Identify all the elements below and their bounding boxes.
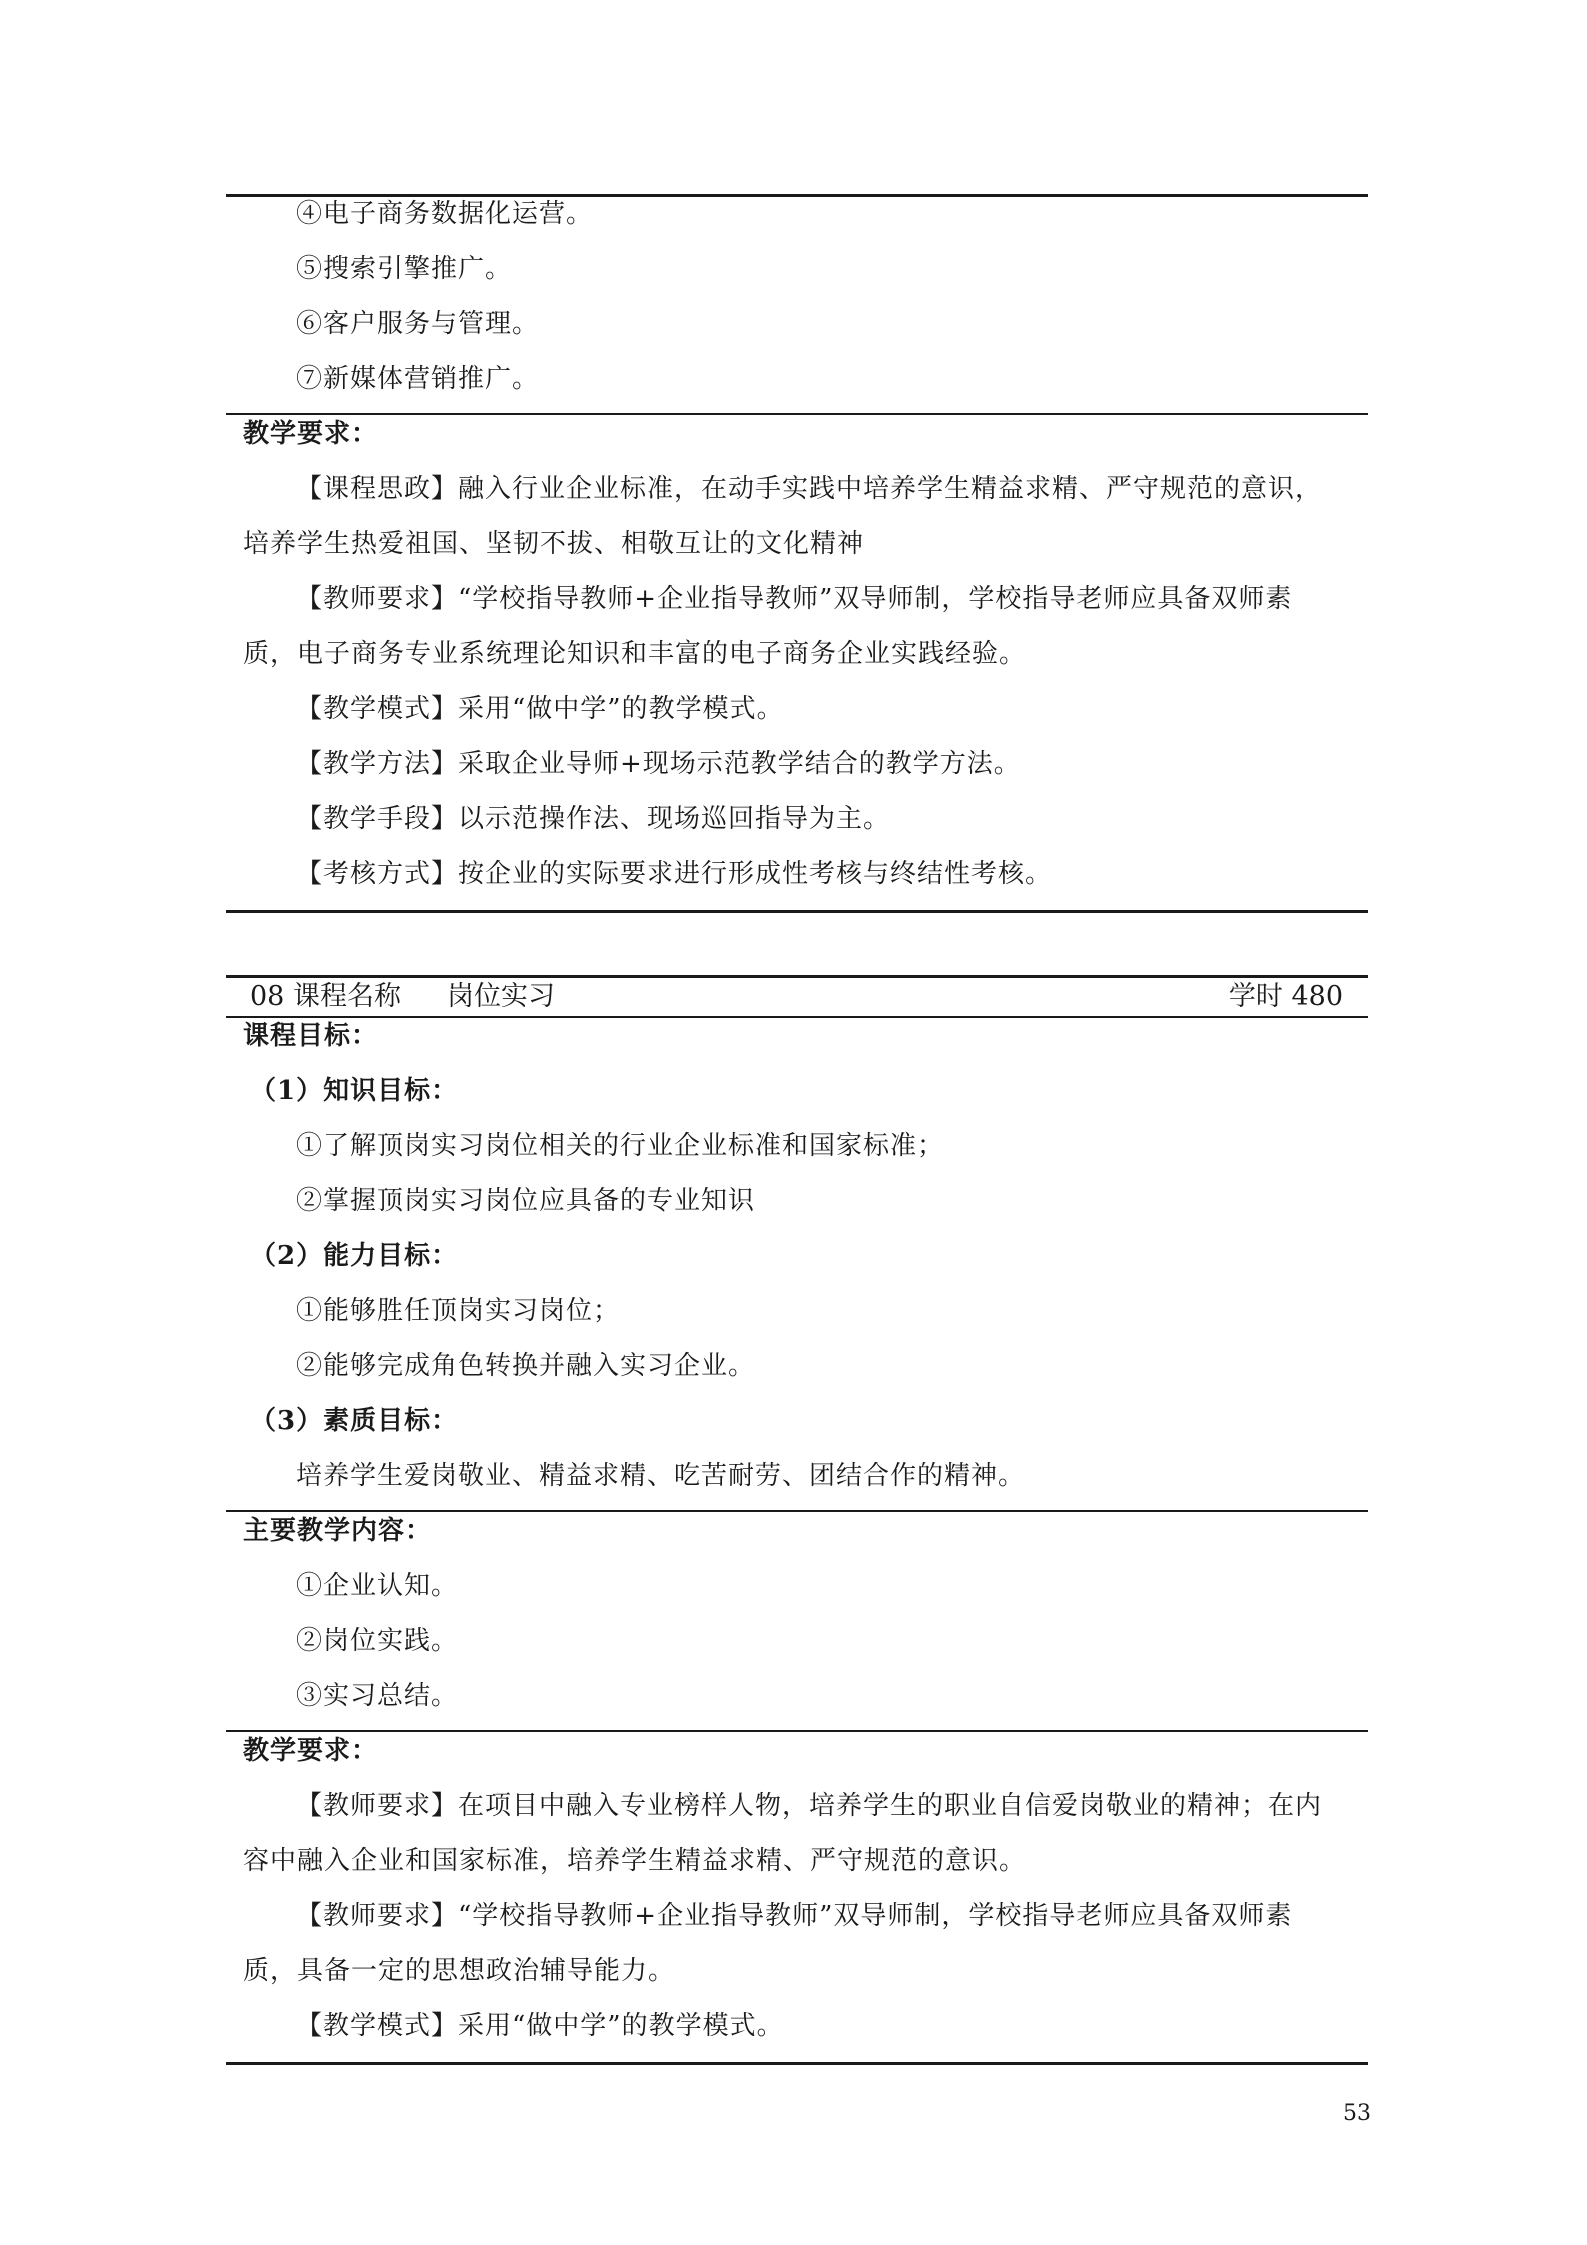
table-top-rule bbox=[226, 975, 1368, 978]
requirement-text: 【教学模式】采用“做中学”的教学模式。 bbox=[296, 694, 784, 724]
objective-item: ①了解顶岗实习岗位相关的行业企业标准和国家标准； bbox=[296, 1131, 945, 1161]
requirement-text: 【教学手段】以示范操作法、现场巡回指导为主。 bbox=[296, 804, 891, 834]
requirements-heading: 教学要求： bbox=[243, 419, 379, 449]
course-name: 岗位实习 bbox=[446, 981, 555, 1012]
requirement-text: 【教师要求】在项目中融入专业榜样人物，培养学生的职业自信爱岗敬业的精神；在内 bbox=[296, 1791, 1323, 1821]
table-bottom-rule bbox=[226, 2062, 1368, 2065]
section-divider bbox=[226, 1730, 1368, 1732]
objective-item: 培养学生爱岗敬业、精益求精、吃苦耐劳、团结合作的精神。 bbox=[296, 1461, 1026, 1491]
requirement-text: 【教师要求】“学校指导教师+企业指导教师”双导师制，学校指导老师应具备双师素 bbox=[296, 1901, 1293, 1931]
course-number: 08 bbox=[250, 981, 285, 1012]
section-divider bbox=[226, 413, 1368, 415]
requirement-text: 【教学方法】采取企业导师+现场示范教学结合的教学方法。 bbox=[296, 749, 1021, 779]
course-title-row bbox=[250, 980, 555, 1014]
table-top-rule bbox=[226, 194, 1368, 197]
content-item: ①企业认知。 bbox=[296, 1571, 459, 1601]
objective-item: ②能够完成角色转换并融入实习企业。 bbox=[296, 1351, 756, 1381]
course-hours: 学时 480 bbox=[1228, 981, 1343, 1012]
content-item: ⑤搜索引擎推广。 bbox=[296, 254, 513, 284]
requirements-heading: 教学要求： bbox=[243, 1736, 379, 1766]
content-item: ②岗位实践。 bbox=[296, 1626, 459, 1656]
section-divider bbox=[226, 1510, 1368, 1512]
content-item: ④电子商务数据化运营。 bbox=[296, 199, 594, 229]
content-item: ⑦新媒体营销推广。 bbox=[296, 364, 540, 394]
objective-item: ②掌握顶岗实习岗位应具备的专业知识 bbox=[296, 1186, 756, 1216]
ability-heading: （2）能力目标： bbox=[250, 1241, 459, 1271]
section-divider bbox=[226, 1016, 1368, 1018]
content-item: ⑥客户服务与管理。 bbox=[296, 309, 540, 339]
requirement-text: 质，具备一定的思想政治辅导能力。 bbox=[243, 1956, 676, 1986]
requirement-text: 质，电子商务专业系统理论知识和丰富的电子商务企业实践经验。 bbox=[243, 639, 1027, 669]
course-name-label: 课程名称 bbox=[292, 981, 401, 1012]
objective-item: ①能够胜任顶岗实习岗位； bbox=[296, 1296, 621, 1326]
quality-heading: （3）素质目标： bbox=[250, 1406, 459, 1436]
table-bottom-rule bbox=[226, 910, 1368, 913]
content-item: ③实习总结。 bbox=[296, 1681, 459, 1711]
requirement-text: 【教师要求】“学校指导教师+企业指导教师”双导师制，学校指导老师应具备双师素 bbox=[296, 584, 1293, 614]
requirement-text: 【教学模式】采用“做中学”的教学模式。 bbox=[296, 2011, 784, 2041]
requirement-text: 培养学生热爱祖国、坚韧不拔、相敬互让的文化精神 bbox=[243, 529, 865, 559]
content-heading: 主要教学内容： bbox=[243, 1516, 433, 1546]
requirement-text: 【课程思政】融入行业企业标准，在动手实践中培养学生精益求精、严守规范的意识， bbox=[296, 474, 1323, 504]
knowledge-heading: （1）知识目标： bbox=[250, 1076, 459, 1106]
page-number: 53 bbox=[1343, 2101, 1371, 2126]
requirement-text: 【考核方式】按企业的实际要求进行形成性考核与终结性考核。 bbox=[296, 859, 1053, 889]
objectives-heading: 课程目标： bbox=[243, 1021, 379, 1051]
requirement-text: 容中融入企业和国家标准，培养学生精益求精、严守规范的意识。 bbox=[243, 1846, 1027, 1876]
